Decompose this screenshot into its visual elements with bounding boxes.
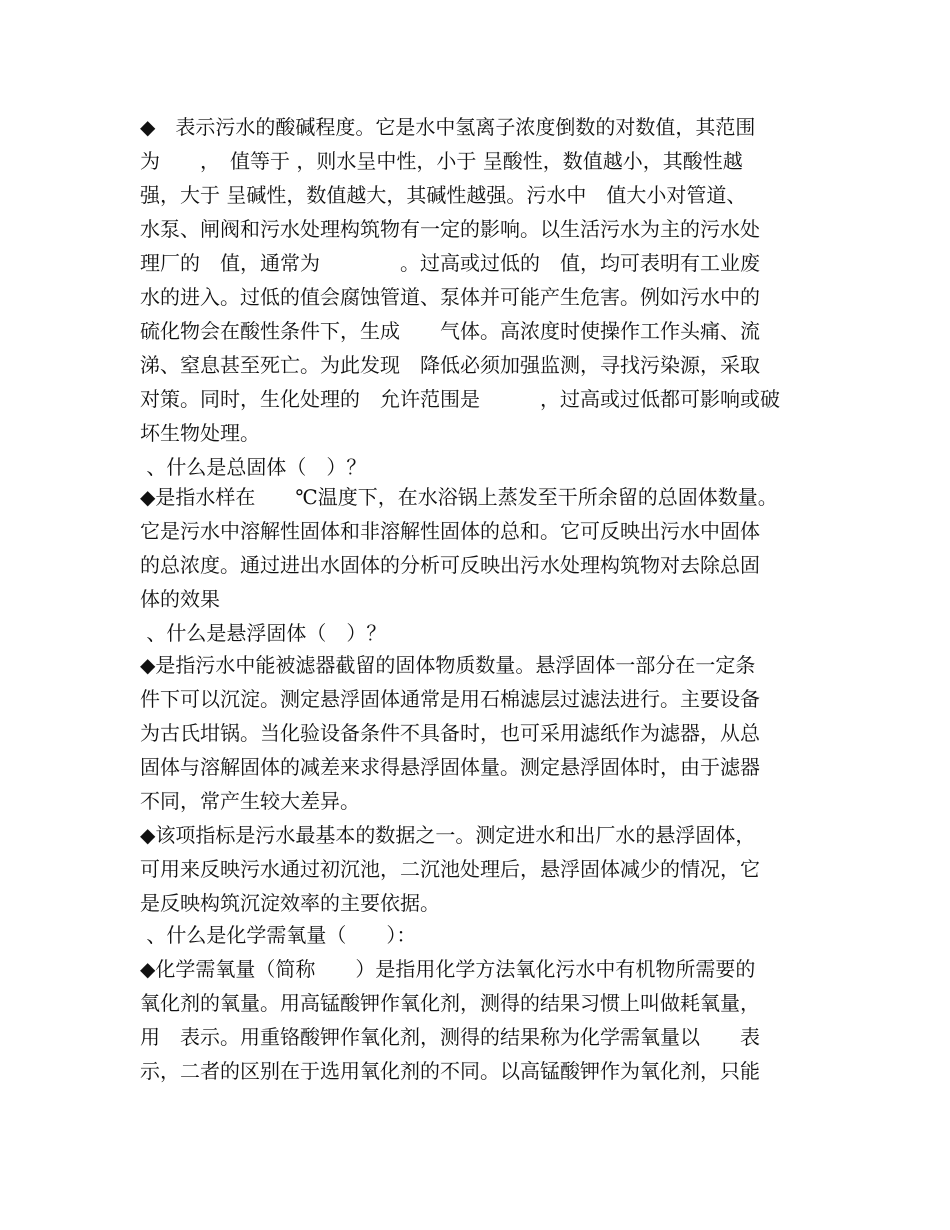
section-heading: 、什么是化学需氧量（ ）： bbox=[140, 923, 417, 947]
text-line: ◆化学需氧量（简称 ）是指用化学方法氧化污水中有机物所需要的 bbox=[140, 957, 756, 981]
text-line: ◆该项指标是污水最基本的数据之一。测定进水和出厂水的悬浮固体， bbox=[140, 823, 756, 847]
text-line: 示，二者的区别在于选用氧化剂的不同。以高锰酸钾作为氧化剂，只能 bbox=[140, 1059, 760, 1083]
text-line: 理厂的 值，通常为 。过高或过低的 值，均可表明有工业废 bbox=[140, 251, 760, 275]
text-line: 强，大于 呈碱性，数值越大，其碱性越强。污水中 值大小对管道、 bbox=[140, 183, 747, 207]
text-line: 不同，常产生较大差异。 bbox=[140, 789, 360, 813]
text-line: 硫化物会在酸性条件下，生成 气体。高浓度时使操作工作头痛、流 bbox=[140, 319, 760, 343]
text-line: 的总浓度。通过进出水固体的分析可反映出污水处理构筑物对去除总固 bbox=[140, 553, 760, 577]
text-line: ◆是指水样在 ℃温度下，在水浴锅上蒸发至干所余留的总固体数量。 bbox=[140, 485, 778, 509]
text-line: 它是污水中溶解性固体和非溶解性固体的总和。它可反映出污水中固体 bbox=[140, 519, 760, 543]
text-line: 坏生物处理。 bbox=[140, 421, 260, 445]
text-line: 涕、窒息甚至死亡。为此发现 降低必须加强监测，寻找污染源，采取 bbox=[140, 353, 760, 377]
text-line: 体的效果 bbox=[140, 587, 220, 611]
text-line: ◆是指污水中能被滤器截留的固体物质数量。悬浮固体一部分在一定条 bbox=[140, 653, 756, 677]
text-line: 氧化剂的氧量。用高锰酸钾作氧化剂，测得的结果习惯上叫做耗氧量， bbox=[140, 991, 760, 1015]
text-line: ◆ 表示污水的酸碱程度。它是水中氢离子浓度倒数的对数值，其范围 bbox=[140, 115, 756, 139]
section-heading: 、什么是悬浮固体（ ）？ bbox=[140, 621, 387, 645]
text-line: 为古氏坩锅。当化验设备条件不具备时，也可采用滤纸作为滤器，从总 bbox=[140, 721, 760, 745]
text-line: 为 ， 值等于 ，则水呈中性，小于 呈酸性，数值越小，其酸性越 bbox=[140, 149, 743, 173]
text-line: 件下可以沉淀。测定悬浮固体通常是用石棉滤层过滤法进行。主要设备 bbox=[140, 687, 760, 711]
text-line: 对策。同时，生化处理的 允许范围是 ，过高或过低都可影响或破 bbox=[140, 387, 780, 411]
text-line: 固体与溶解固体的减差来求得悬浮固体量。测定悬浮固体时，由于滤器 bbox=[140, 755, 760, 779]
text-line: 可用来反映污水通过初沉池，二沉池处理后，悬浮固体减少的情况，它 bbox=[140, 857, 760, 881]
section-heading: 、什么是总固体（ ）？ bbox=[140, 455, 367, 479]
text-line: 用 表示。用重铬酸钾作氧化剂，测得的结果称为化学需氧量以 表 bbox=[140, 1025, 760, 1049]
text-line: 水的进入。过低的值会腐蚀管道、泵体并可能产生危害。例如污水中的 bbox=[140, 285, 760, 309]
text-line: 水泵、闸阀和污水处理构筑物有一定的影响。以生活污水为主的污水处 bbox=[140, 217, 760, 241]
text-line: 是反映构筑沉淀效率的主要依据。 bbox=[140, 891, 440, 915]
